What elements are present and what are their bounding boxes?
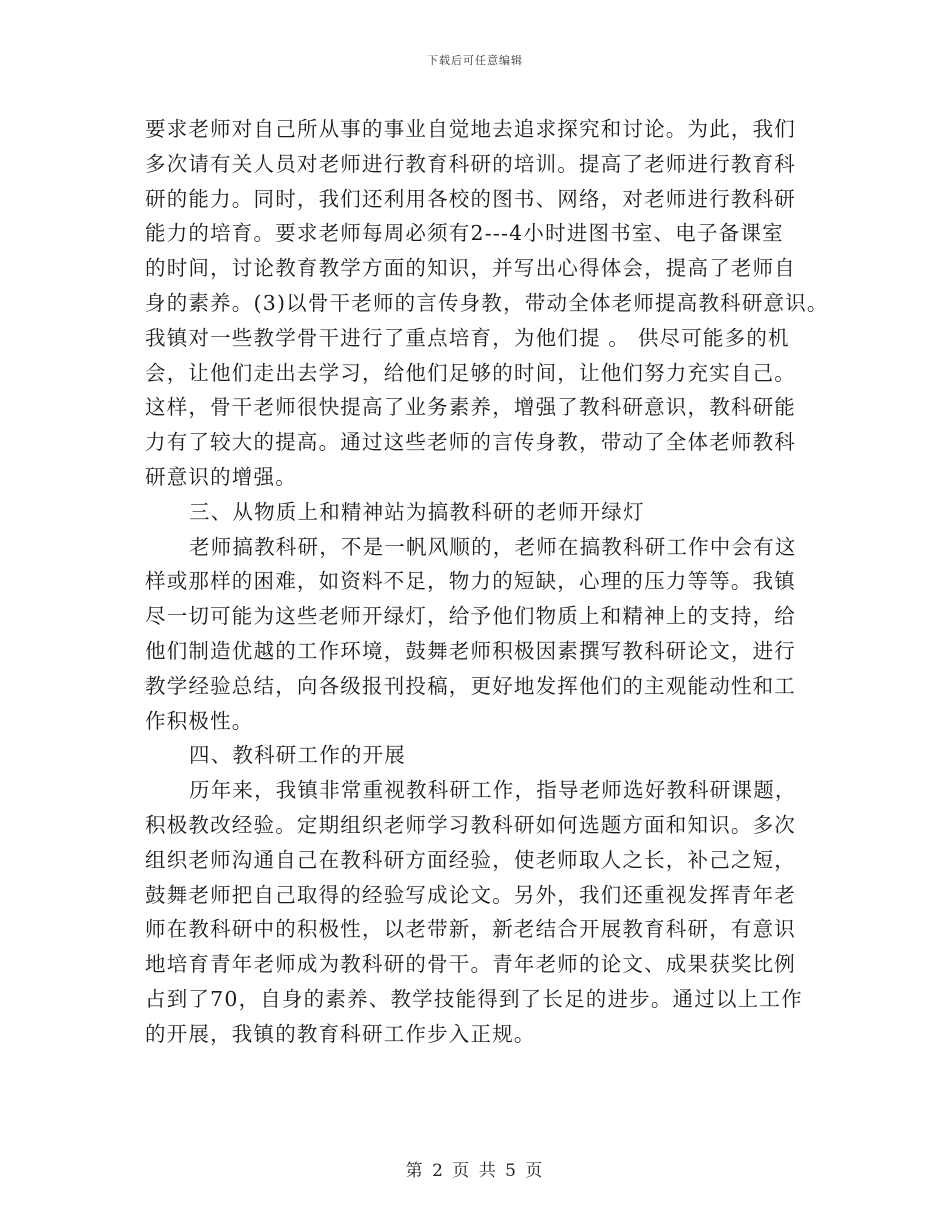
- body-line: 他们制造优越的工作环境，鼓舞老师积极因素撰写教科研论文，进行: [145, 638, 796, 663]
- body-line: 老师搞教科研，不是一帆风顺的，老师在搞教科研工作中会有这: [189, 534, 797, 559]
- body-line: 尽一切可能为这些老师开绿灯，给予他们物质上和精神上的支持，给: [145, 604, 796, 629]
- body-line: 师在教科研中的积极性，以老带新，新老结合开展教育科研，有意识: [145, 917, 796, 942]
- document-body: [145, 112, 835, 1052]
- body-line: 会，让他们走出去学习，给他们足够的时间，让他们努力充实自己。: [145, 360, 796, 385]
- body-line: 样或那样的困难，如资料不足，物力的短缺，心理的压力等等。我镇: [145, 569, 796, 594]
- body-line: 积极教改经验。定期组织老师学习教科研如何选题方面和知识。多次: [145, 812, 796, 837]
- body-line: 占到了70，自身的素养、教学技能得到了长足的进步。通过以上工作: [145, 986, 803, 1011]
- body-line: 的时间，讨论教育教学方面的知识，并写出心得体会，提高了老师自: [145, 256, 796, 281]
- section-heading: 四、教科研工作的开展: [189, 743, 406, 768]
- body-line: 地培育青年老师成为教科研的骨干。青年老师的论文、成果获奖比例: [145, 952, 796, 977]
- body-line: 研的能力。同时，我们还利用各校的图书、网络，对老师进行教科研: [145, 186, 796, 211]
- body-line: 多次请有关人员对老师进行教育科研的培训。提高了老师进行教育科: [145, 151, 796, 176]
- body-line: 这样，骨干老师很快提高了业务素养，增强了教科研意识，教科研能: [145, 395, 796, 420]
- body-line: 研意识的增强。: [145, 464, 297, 489]
- body-line: 要求老师对自己所从事的事业自觉地去追求探究和讨论。为此，我们: [145, 117, 796, 141]
- body-line: 教学经验总结，向各级报刊投稿，更好地发挥他们的主观能动性和工: [145, 673, 796, 698]
- section-heading: 三、从物质上和精神站为搞教科研的老师开绿灯: [189, 499, 645, 524]
- body-line: 身的素养。(3)以骨干老师的言传身教，带动全体老师提高教科研意识。: [145, 290, 829, 315]
- body-line: 鼓舞老师把自己取得的经验写成论文。另外，我们还重视发挥青年老: [145, 882, 796, 907]
- body-line: 作积极性。: [145, 708, 254, 733]
- page-number: 第 2 页 共 5 页: [405, 1161, 545, 1181]
- body-line: 的开展，我镇的教育科研工作步入正规。: [145, 1021, 536, 1046]
- page-header-note: 下载后可任意编辑: [427, 54, 523, 67]
- body-line: 我镇对一些教学骨干进行了重点培育，为他们提 。 供尽可能多的机: [145, 325, 790, 350]
- body-line: 力有了较大的提高。通过这些老师的言传身教，带动了全体老师教科: [145, 430, 796, 455]
- body-line: 能力的培育。要求老师每周必须有2---4小时进图书室、电子备课室: [145, 221, 784, 246]
- body-line: 组织老师沟通自己在教科研方面经验，使老师取人之长，补己之短，: [145, 847, 796, 872]
- body-line: 历年来，我镇非常重视教科研工作，指导老师选好教科研课题，: [189, 778, 797, 803]
